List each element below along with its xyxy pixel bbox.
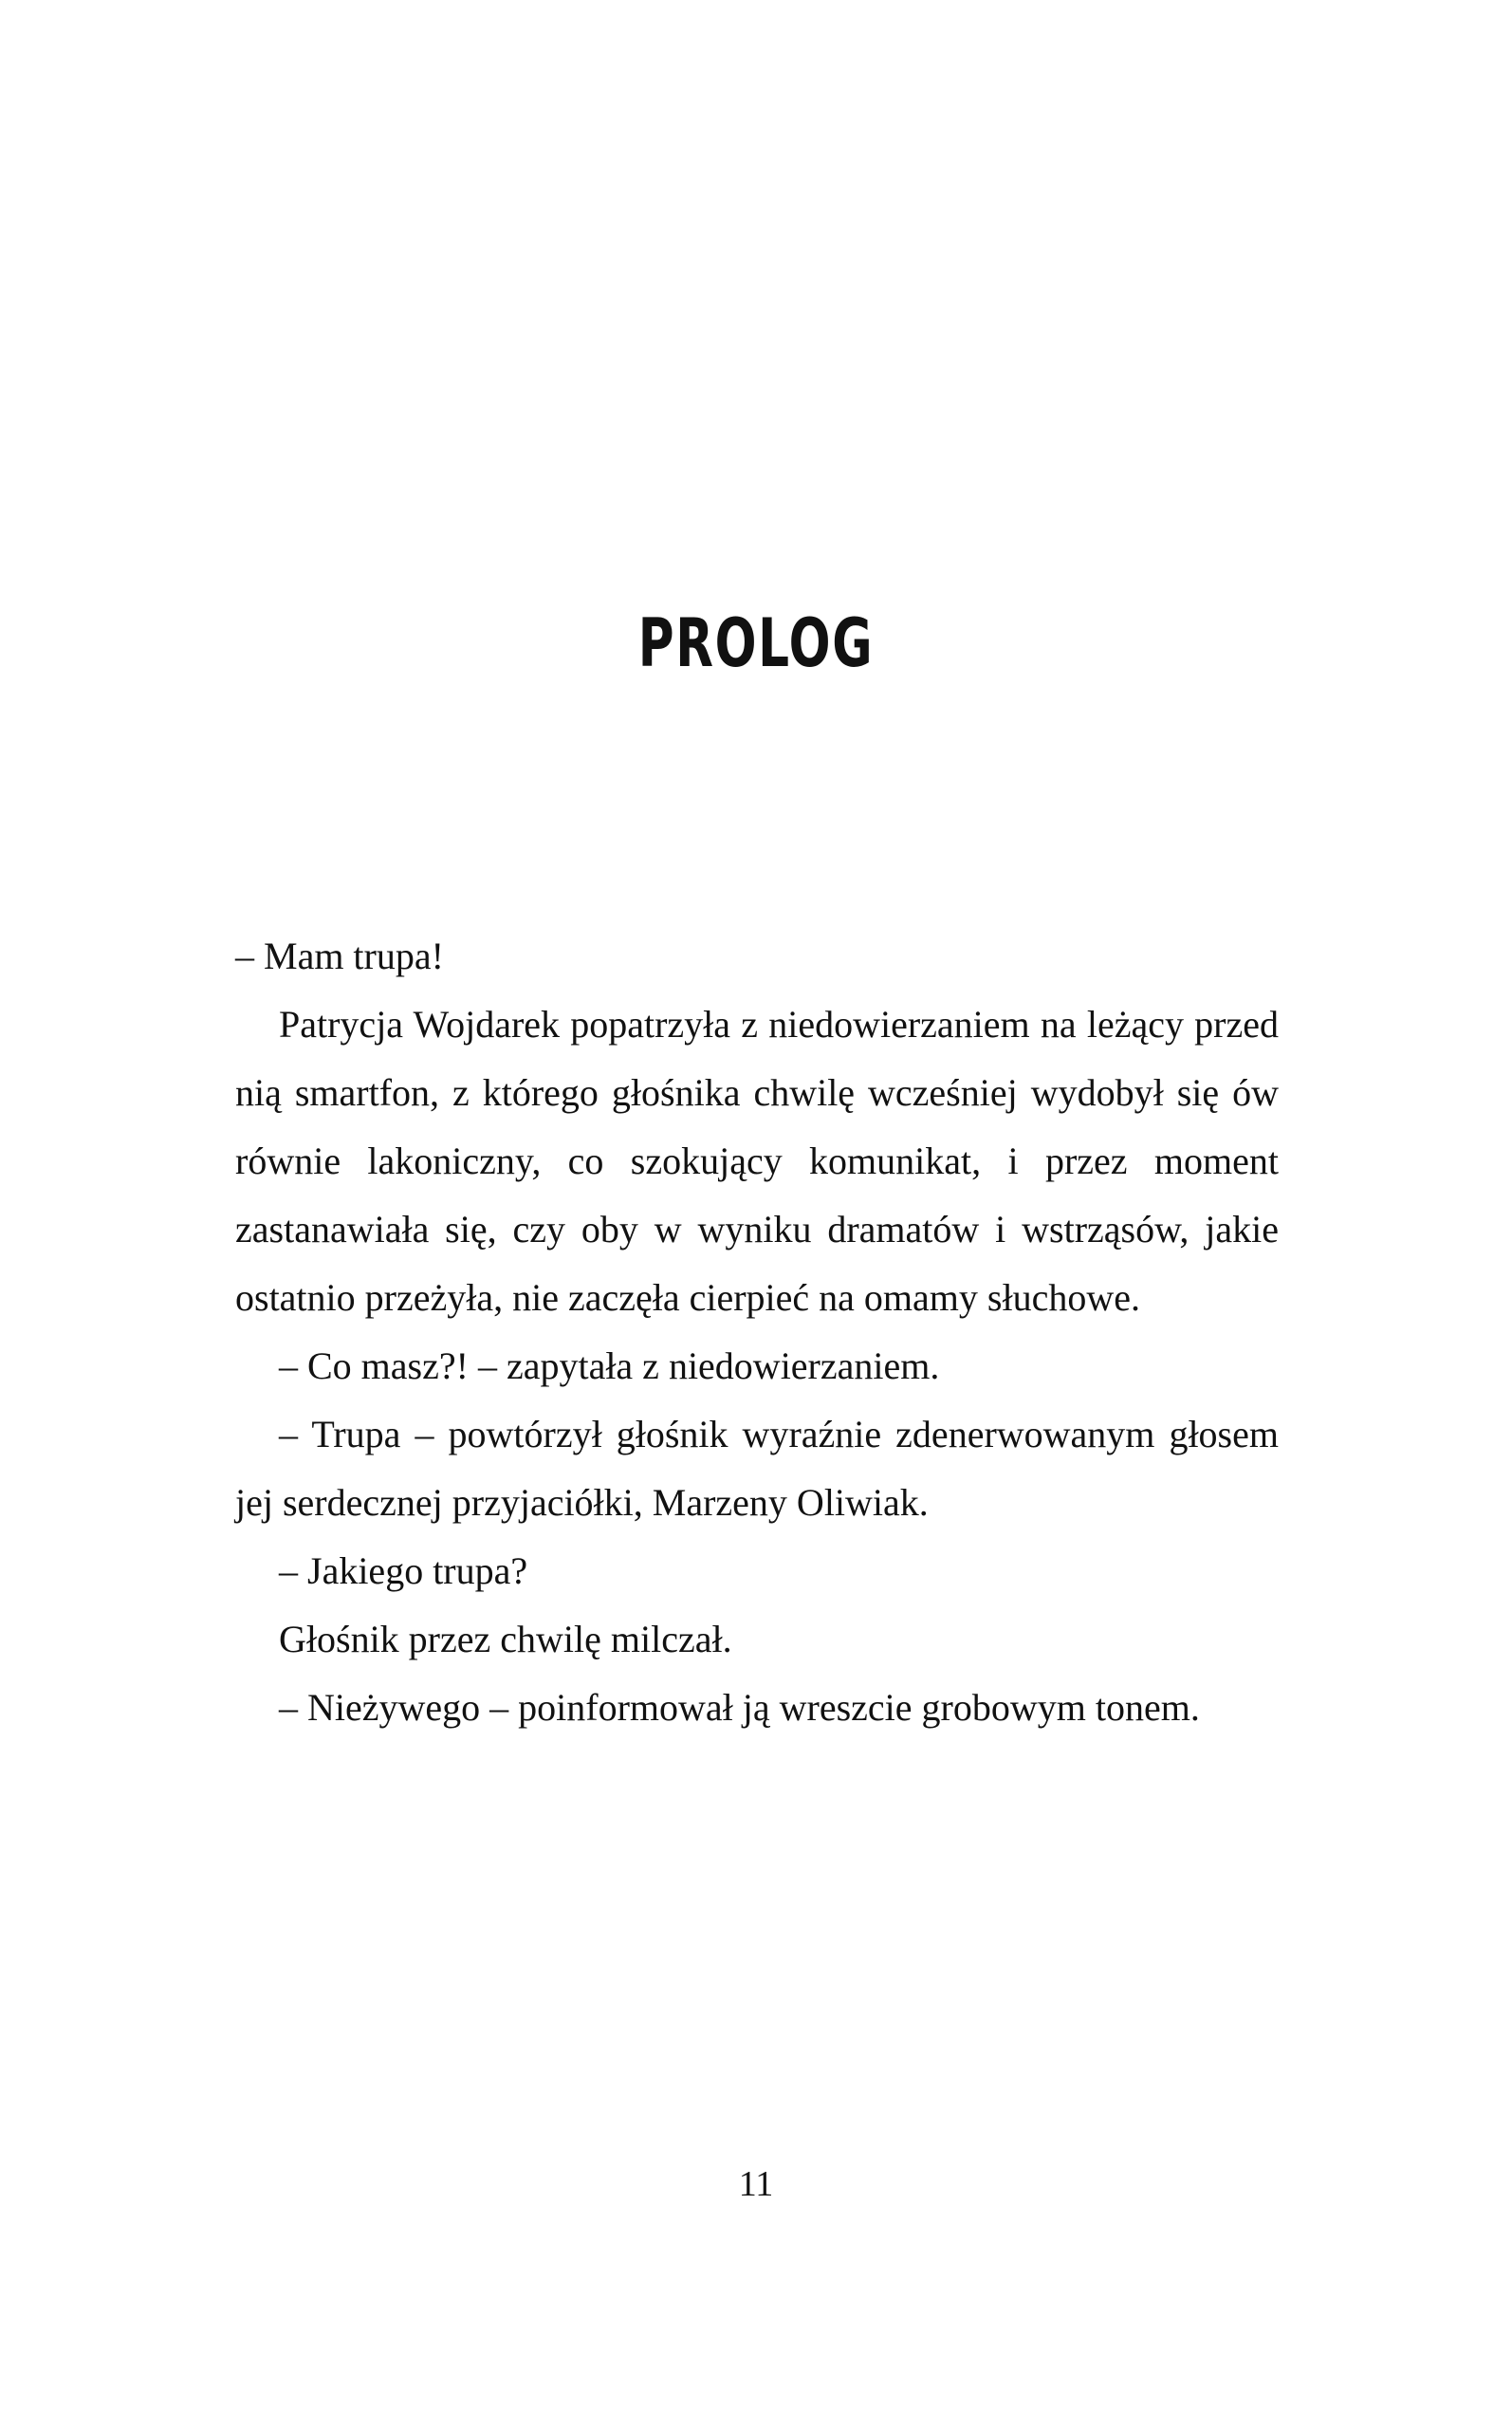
body-text-block [235,922,1279,1742]
paragraph-dialogue-opening: – Mam trupa! [235,935,444,977]
paragraph-dialogue-reply: – Trupa – powtórzył głośnik wyraźnie zdenerwowanym głosem jej serdecznej przyjaciółki, Marzeny Oliwiak. [235,1413,1279,1524]
page-number: 11 [738,2164,774,2204]
paragraph-narration-silence: Głośnik przez chwilę milczał. [279,1618,732,1660]
chapter-heading: PROLOG [637,603,875,682]
paragraph-dialogue-closing: – Nieżywego – poinformował ją wreszcie grobowym tonem. [279,1686,1200,1729]
paragraph-dialogue-question: – Co masz?! – zapytała z niedowierzaniem. [279,1344,940,1387]
paragraph-dialogue-followup: – Jakiego trupa? [279,1549,528,1592]
paragraph-narration-reaction: Patrycja Wojdarek popatrzyła z niedowierzaniem na leżący przed nią smartfon, z którego głośnika chwilę wcześniej wydobył się ów równie lakoniczny, co szokujący komunikat, i przez moment zastanawiała się, czy oby w wyniku dramatów i wstrząsów, jakie ostatnio przeżyła, nie zaczęła cierpieć na omamy słuchowe. [235,1003,1279,1319]
